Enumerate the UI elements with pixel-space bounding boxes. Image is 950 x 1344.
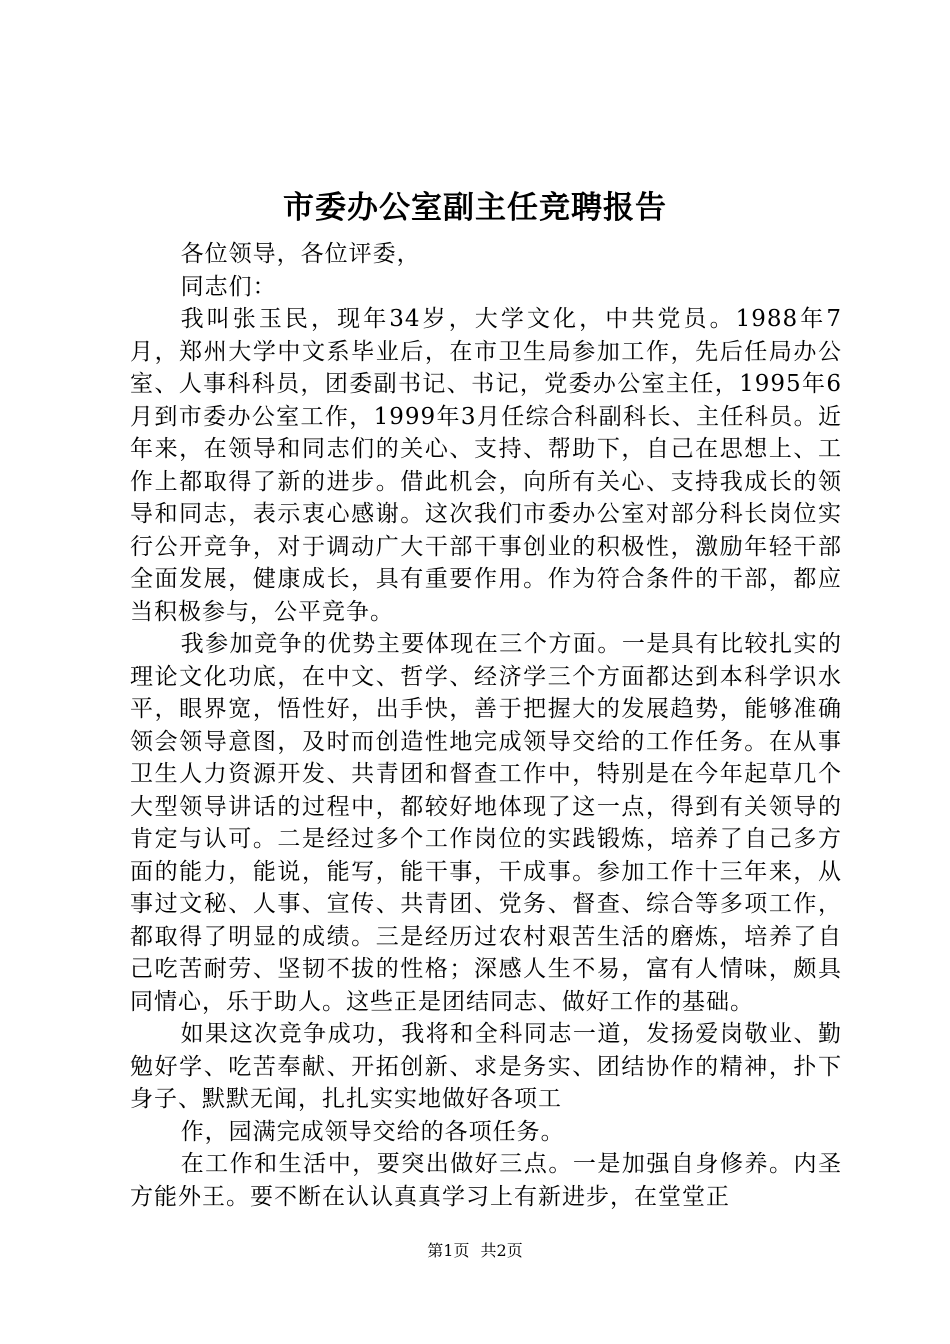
paragraph-commitment: 如果这次竞争成功，我将和全科同志一道，发扬爱岗敬业、勤勉好学、吃苦奉献、开拓创新、求是务实、团结协作的精神，扑下身子、默默无闻，扎扎实实地做好各项工 bbox=[130, 1021, 842, 1112]
document-title: 市委办公室副主任竞聘报告 bbox=[283, 190, 667, 226]
page-footer: 第1页 共2页 bbox=[427, 1241, 523, 1260]
salutation-line-2: 同志们： bbox=[180, 273, 277, 300]
paragraph-three-points: 在工作和生活中，要突出做好三点。一是加强自身修养。内圣方能外王。要不断在认认真真学习上有新进步，在堂堂正 bbox=[130, 1151, 842, 1210]
salutation-line-1: 各位领导，各位评委， bbox=[180, 241, 421, 267]
paragraph-advantages: 我参加竞争的优势主要体现在三个方面。一是具有比较扎实的理论文化功底，在中文、哲学、经济学三个方面都达到本科学识水平，眼界宽，悟性好，出手快，善于把握大的发展趋势，能够准确领会领导意图，及时而创造性地完成领导交给的工作任务。在从事卫生人力资源开发、共青团和督查工作中，特别是在今年起草几个大型领导讲话的过程中，都较好地体现了这一点，得到有关领导的肯定与认可。二是经过多个工作岗位的实践锻炼，培养了自己多方面的能力，能说，能写，能干事，干成事。参加工作十三年来，从事过文秘、人事、宣传、共青团、党务、督查、综合等多项工作，都取得了明显的成绩。三是经历过农村艰苦生活的磨炼，培养了自己吃苦耐劳、坚韧不拔的性格；深感人生不易，富有人情味，颇具同情心，乐于助人。这些正是团结同志、做好工作的基础。 bbox=[130, 631, 842, 1015]
paragraph-introduction: 我叫张玉民，现年34岁，大学文化，中共党员。1988年7月，郑州大学中文系毕业后，在市卫生局参加工作，先后任局办公室、人事科科员，团委副书记、书记，党委办公室主任，1995年6月到市委办公室工作，1999年3月任综合科副科长、主任科员。近年来，在领导和同志们的关心、支持、帮助下，自己在思想上、工作上都取得了新的进步。借此机会，向所有关心、支持我成长的领导和同志，表示衷心感谢。这次我们市委办公室对部分科长岗位实行公开竞争，对于调动广大干部干事创业的积极性，激励年轻干部全面发展，健康成长，具有重要作用。作为符合条件的干部，都应当积极参与，公平竞争。 bbox=[130, 306, 842, 625]
document-body bbox=[130, 238, 842, 1213]
paragraph-commitment-continued: 作，园满完成领导交给的各项任务。 bbox=[180, 1118, 565, 1145]
